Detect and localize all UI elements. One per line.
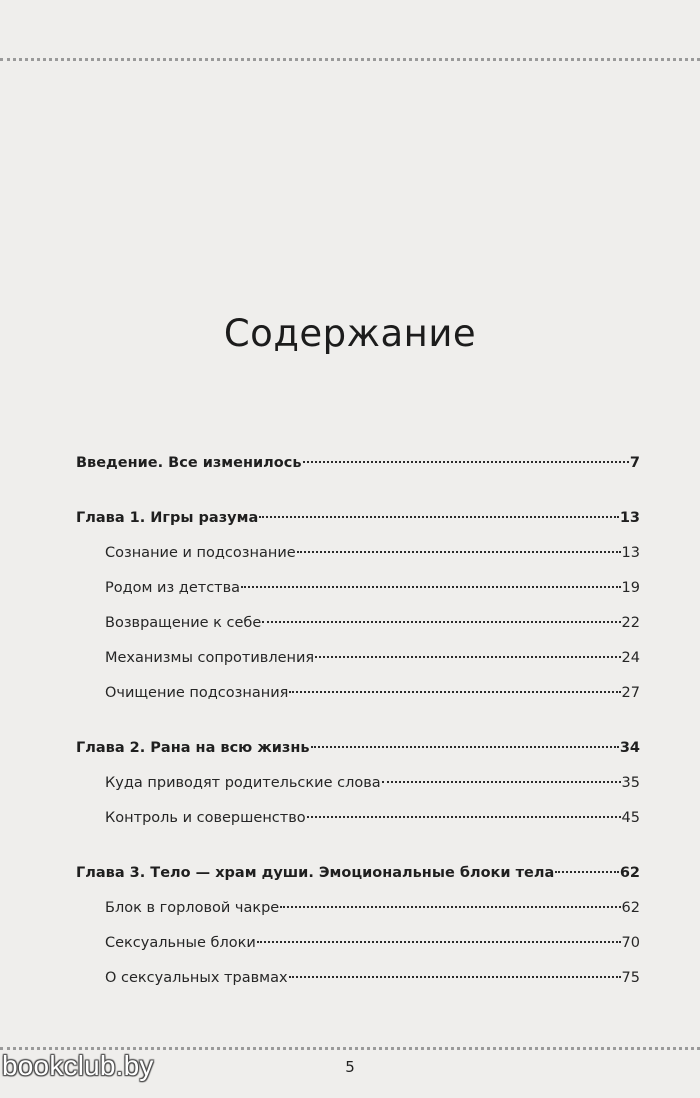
- toc-entry-page: 22: [621, 615, 640, 631]
- toc-entry: [105, 685, 640, 709]
- toc-entry-page: 45: [621, 810, 640, 826]
- toc-leader-dots: [262, 621, 620, 623]
- toc-entry-page: 70: [621, 935, 640, 951]
- toc-entry-page: 13: [621, 545, 640, 561]
- toc-leader-dots: [555, 871, 619, 873]
- toc-entry-label: Блок в горловой чакре: [105, 900, 280, 916]
- toc-leader-dots: [297, 551, 621, 553]
- toc-leader-dots: [303, 461, 629, 463]
- toc-entry-label: Родом из детства: [105, 580, 241, 596]
- toc-entry-label: Сексуальные блоки: [105, 935, 256, 951]
- toc-entry-label: Куда приводят родительские слова: [105, 775, 381, 791]
- toc-entry: [105, 900, 640, 924]
- toc-entry-page: 35: [621, 775, 640, 791]
- toc-entry: [76, 865, 640, 889]
- toc-leader-dots: [315, 656, 620, 658]
- toc-entry: [105, 810, 640, 834]
- toc-entry-label: Глава 1. Игры разума: [76, 510, 259, 526]
- toc-entry-page: 34: [619, 740, 640, 756]
- top-dotted-border: [0, 58, 700, 61]
- toc-entry: [105, 650, 640, 674]
- toc-entry-label: Очищение подсознания: [105, 685, 289, 701]
- page-number: 5: [345, 1058, 355, 1076]
- toc-leader-dots: [289, 976, 621, 978]
- toc-entry: [105, 580, 640, 604]
- toc-entry: [76, 510, 640, 534]
- toc-entry-label: Контроль и совершенство: [105, 810, 306, 826]
- toc-entry: [105, 615, 640, 639]
- toc-entry-label: Глава 3. Тело — храм души. Эмоциональные блоки тела: [76, 865, 555, 881]
- toc-entry-page: 19: [621, 580, 640, 596]
- toc-leader-dots: [311, 746, 619, 748]
- toc-entry: [105, 935, 640, 959]
- toc-entry: [105, 545, 640, 569]
- toc-entry-label: Введение. Все изменилось: [76, 455, 302, 471]
- toc-entry-label: Глава 2. Рана на всю жизнь: [76, 740, 310, 756]
- toc-entry: [76, 740, 640, 764]
- toc-leader-dots: [280, 906, 620, 908]
- toc-entry-page: 7: [629, 455, 640, 471]
- toc-leader-dots: [241, 586, 621, 588]
- toc-leader-dots: [382, 781, 621, 783]
- watermark: bookclub.by: [2, 1050, 154, 1081]
- toc-leader-dots: [307, 816, 621, 818]
- toc-entry: [105, 775, 640, 799]
- toc-entry: [76, 455, 640, 479]
- toc-entry-label: Сознание и подсознание: [105, 545, 296, 561]
- toc-entry-page: 27: [621, 685, 640, 701]
- toc-leader-dots: [289, 691, 620, 693]
- toc-entry-page: 24: [621, 650, 640, 666]
- page-title: Содержание: [223, 312, 477, 355]
- toc-leader-dots: [257, 941, 621, 943]
- toc-entry-page: 62: [621, 900, 640, 916]
- toc-entry-label: Механизмы сопротивления: [105, 650, 315, 666]
- toc-entry-label: Возвращение к себе: [105, 615, 262, 631]
- toc-entry-label: О сексуальных травмах: [105, 970, 288, 986]
- toc-entry: [105, 970, 640, 994]
- toc-entry-page: 62: [619, 865, 640, 881]
- toc-entry-page: 13: [619, 510, 640, 526]
- toc-entry-page: 75: [621, 970, 640, 986]
- toc-leader-dots: [259, 516, 619, 518]
